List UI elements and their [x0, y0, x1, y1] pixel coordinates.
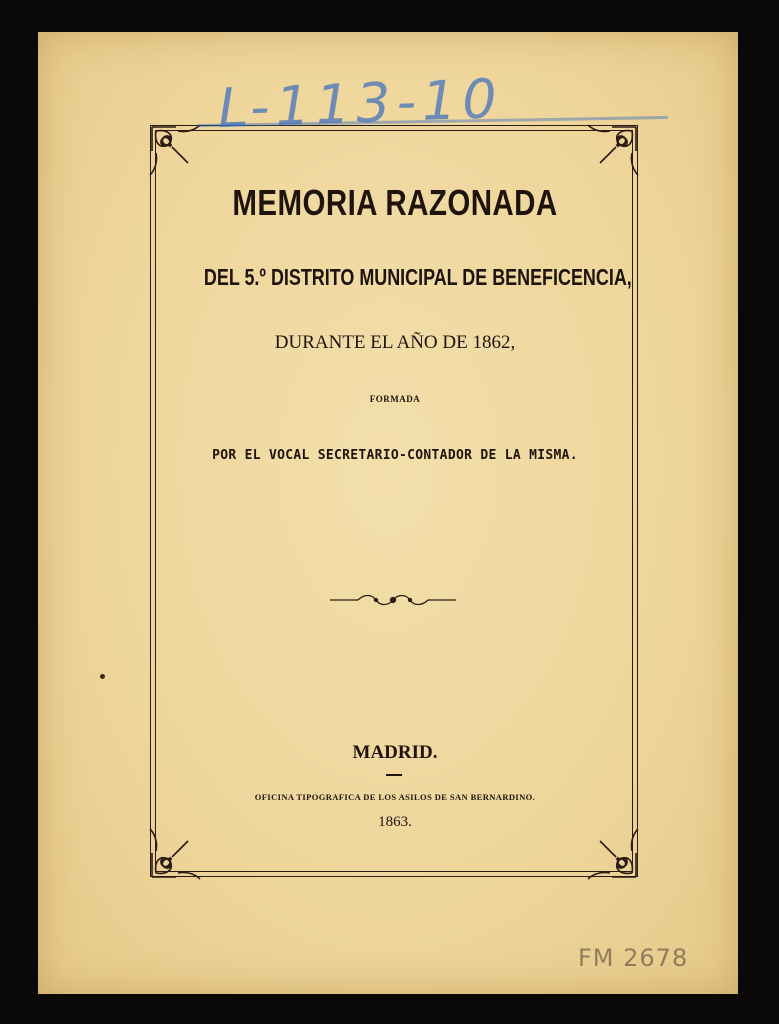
- document-page: [38, 32, 738, 994]
- shelfmark-handwritten: L-113-10: [216, 67, 504, 140]
- publication-city: MADRID.: [352, 742, 438, 763]
- corner-ornament-icon: [148, 123, 204, 179]
- separator-dash: [386, 774, 402, 776]
- corner-ornament-icon: [584, 825, 640, 881]
- author-line: POR EL VOCAL SECRETARIO-CONTADOR DE LA MISMA.: [212, 448, 578, 463]
- formed-label: FORMADA: [369, 394, 421, 404]
- document-subtitle: DEL 5.º DISTRITO MUNICIPAL DE BENEFICENCIA,: [203, 264, 632, 290]
- fleuron-divider-icon: [328, 592, 458, 608]
- paper-speck: [100, 674, 105, 679]
- page-border-frame: [150, 125, 638, 877]
- printer-line: OFICINA TIPOGRAFICA DE LOS ASILOS DE SAN BERNARDINO.: [254, 792, 536, 802]
- publication-year: 1863.: [378, 814, 412, 830]
- document-period: DURANTE EL AÑO DE 1862,: [274, 332, 516, 353]
- corner-ornament-icon: [148, 825, 204, 881]
- catalog-number: FM 2678: [578, 944, 689, 972]
- corner-ornament-icon: [584, 123, 640, 179]
- document-title: MEMORIA RAZONADA: [232, 182, 558, 223]
